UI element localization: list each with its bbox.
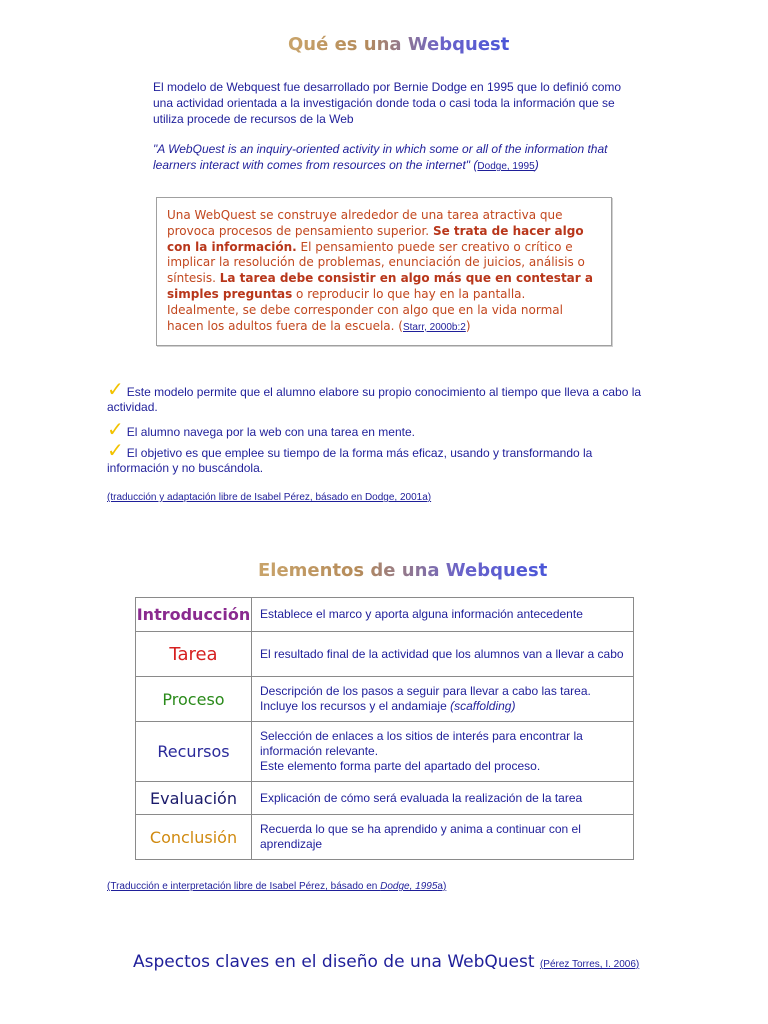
desc-evaluacion: Explicación de cómo será evaluada la realización de la tarea	[252, 782, 634, 815]
bullet-text-2: El alumno navega por la web con una tarea en mente.	[126, 425, 415, 439]
box-text-1: Una WebQuest se construye alrededor de una tarea atractiva que provoca procesos de pensamiento superior.	[167, 208, 563, 238]
check-mark-icon: ✓	[107, 438, 124, 462]
label-proceso: Proceso	[136, 677, 252, 722]
definition-box	[156, 197, 612, 346]
quote-text: "A WebQuest is an inquiry-oriented activity in which some or all of the information that learners interact with comes from resources on the internet" (	[153, 142, 608, 172]
label-introduccion: Introducción	[136, 598, 252, 632]
desc-recursos-text-2: Este elemento forma parte del apartado del proceso.	[260, 759, 541, 773]
source-link-1[interactable]: (traducción y adaptación libre de Isabel Pérez, básado en Dodge, 2001a)	[107, 492, 432, 503]
source2-post: a)	[437, 881, 447, 892]
table-row	[136, 815, 634, 860]
table-row	[136, 632, 634, 677]
box-text-2: El pensamiento puede ser creativo o crítico e implicar la resolución de problemas, enunciación de juicios, análisis o síntesis.	[167, 239, 585, 286]
label-conclusion: Conclusión	[136, 815, 252, 860]
label-tarea: Tarea	[136, 632, 252, 677]
table-row	[136, 598, 634, 632]
intro-paragraph: El modelo de Webquest fue desarrollado por Bernie Dodge en 1995 que lo definió como una actividad orientada a la investigación donde toda o casi toda la información que se utiliza procede de recursos de la Web	[153, 80, 622, 126]
desc-proceso-text: Descripción de los pasos a seguir para llevar a cabo las tarea. Incluye los recursos y el andamiaje	[260, 684, 591, 713]
desc-conclusion: Recuerda lo que se ha aprendido y anima a continuar con el aprendizaje	[252, 815, 634, 860]
aspect-heading	[133, 952, 639, 972]
list-item	[107, 438, 652, 476]
section-title-elements: Elementos de una Webquest	[258, 560, 548, 581]
source-link-2[interactable]	[107, 881, 446, 892]
quote-close: )	[534, 158, 539, 172]
dodge-quote	[153, 141, 623, 175]
aspect-text: Aspectos claves en el diseño de una WebQuest	[133, 952, 540, 972]
desc-recursos	[252, 722, 634, 782]
bullet-text-3: El objetivo es que emplee su tiempo de la forma más eficaz, usando y transformando la información y no buscándola.	[107, 446, 593, 475]
desc-proceso	[252, 677, 634, 722]
dodge-1995-link[interactable]: Dodge, 1995	[477, 161, 535, 172]
label-evaluacion: Evaluación	[136, 782, 252, 815]
box-close: )	[465, 318, 471, 333]
desc-introduccion: Establece el marco y aporta alguna información antecedente	[252, 598, 634, 632]
desc-recursos-text: Selección de enlaces a los sitios de interés para encontrar la información relevante.	[260, 729, 583, 758]
box-text-3: o reproducir lo que hay en la pantalla. Idealmente, se debe corresponder con algo que en la vida normal hacen los adultos fuera de la escuela. (	[167, 286, 563, 333]
page-title: Qué es una Webquest	[288, 34, 510, 55]
source2-em: Dodge, 1995	[380, 881, 438, 892]
box-bold-2: La tarea debe consistir en algo más que en contestar a simples preguntas	[167, 271, 593, 301]
check-mark-icon: ✓	[107, 377, 124, 401]
starr-link[interactable]: Starr, 2000b:2	[402, 321, 466, 333]
source2-pre: (Traducción e interpretación libre de Isabel Pérez, básado en	[107, 881, 381, 892]
table-row	[136, 782, 634, 815]
table-row	[136, 677, 634, 722]
elements-table	[135, 597, 634, 860]
check-mark-icon: ✓	[107, 417, 124, 441]
box-bold-1: Se trata de hacer algo con la información.	[167, 223, 584, 254]
table-row	[136, 722, 634, 782]
label-recursos: Recursos	[136, 722, 252, 782]
perez-torres-link[interactable]: (Pérez Torres, I. 2006)	[539, 959, 640, 970]
list-item	[107, 377, 652, 415]
list-item	[107, 417, 652, 441]
desc-tarea: El resultado final de la actividad que los alumnos van a llevar a cabo	[252, 632, 634, 677]
definition-text	[167, 208, 597, 335]
bullet-text-1: Este modelo permite que el alumno elabore su propio conocimiento al tiempo que lleva a cabo la actividad.	[107, 385, 642, 414]
desc-proceso-em: (scaffolding)	[450, 699, 516, 713]
